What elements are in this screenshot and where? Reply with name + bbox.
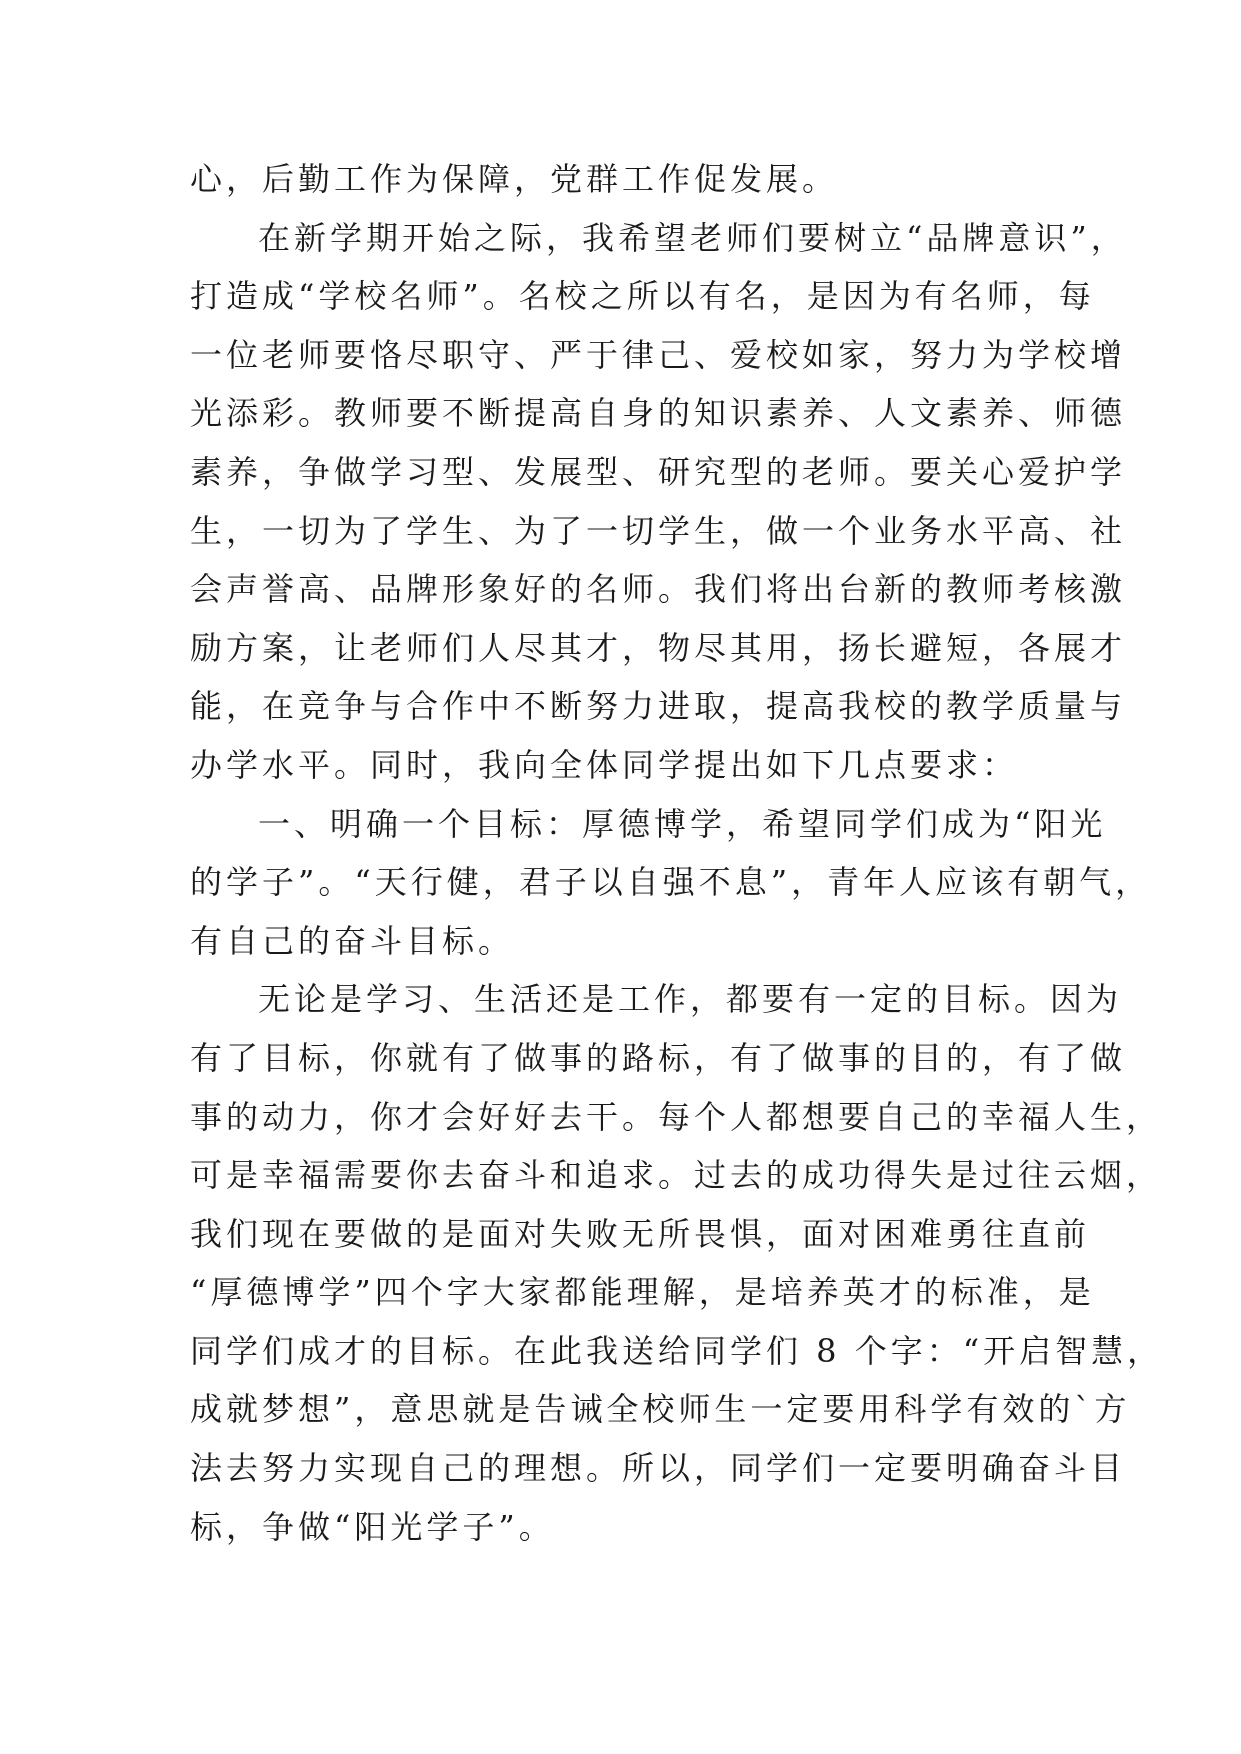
text-line: 有自己的奋斗目标。 xyxy=(190,921,515,960)
text-line: 法去努力实现自己的理想。所以，同学们一定要明确奋斗目 xyxy=(190,1449,1127,1488)
text-line: 能，在竞争与合作中不断努力进取，提高我校的教学质量与 xyxy=(190,687,1127,726)
text-line: 生，一切为了学生、为了一切学生，做一个业务水平高、社 xyxy=(190,511,1127,550)
text-line: 励方案，让老师们人尽其才，物尽其用，扬长避短，各展才 xyxy=(190,628,1127,667)
text-line: 光添彩。教师要不断提高自身的知识素养、人文素养、师德 xyxy=(190,394,1127,433)
text-line: 的学子”。“天行健，君子以自强不息”，青年人应该有朝气， xyxy=(190,863,1152,902)
text-line: 成就梦想”，意思就是告诫全校师生一定要用科学有效的`方 xyxy=(190,1390,1131,1429)
text-line: 素养，争做学习型、发展型、研究型的老师。要关心爱护学 xyxy=(190,452,1127,491)
text-line: 会声誉高、品牌形象好的名师。我们将出台新的教师考核激 xyxy=(190,570,1127,609)
text-line: 打造成“学校名师”。名校之所以有名，是因为有名师，每 xyxy=(190,277,1095,316)
text-line: 可是幸福需要你去奋斗和追求。过去的成功得失是过往云烟， xyxy=(190,1156,1163,1195)
body-text xyxy=(190,150,1164,1556)
text-line: 办学水平。同时，我向全体同学提出如下几点要求： xyxy=(190,745,1019,784)
text-line: 一位老师要恪尽职守、严于律己、爱校如家，努力为学校增 xyxy=(190,335,1127,374)
text-line: 同学们成才的目标。在此我送给同学们 8 个字：“开启智慧， xyxy=(190,1331,1164,1370)
text-line: “厚德博学”四个字大家都能理解，是培养英才的标准，是 xyxy=(190,1273,1095,1312)
text-line: 有了目标，你就有了做事的路标，有了做事的目的，有了做 xyxy=(190,1038,1127,1077)
text-line: 标，争做“阳光学子”。 xyxy=(190,1507,555,1546)
text-line: 事的动力，你才会好好去干。每个人都想要自己的幸福人生， xyxy=(190,1097,1163,1136)
text-line: 一、明确一个目标：厚德博学，希望同学们成为“阳光 xyxy=(258,804,1107,843)
text-line: 心，后勤工作为保障，党群工作促发展。 xyxy=(190,160,839,198)
text-line: 在新学期开始之际，我希望老师们要树立“品牌意识”， xyxy=(258,218,1127,257)
text-line: 我们现在要做的是面对失败无所畏惧，面对困难勇往直前 xyxy=(190,1214,1091,1253)
text-line: 无论是学习、生活还是工作，都要有一定的目标。因为 xyxy=(258,980,1123,1019)
